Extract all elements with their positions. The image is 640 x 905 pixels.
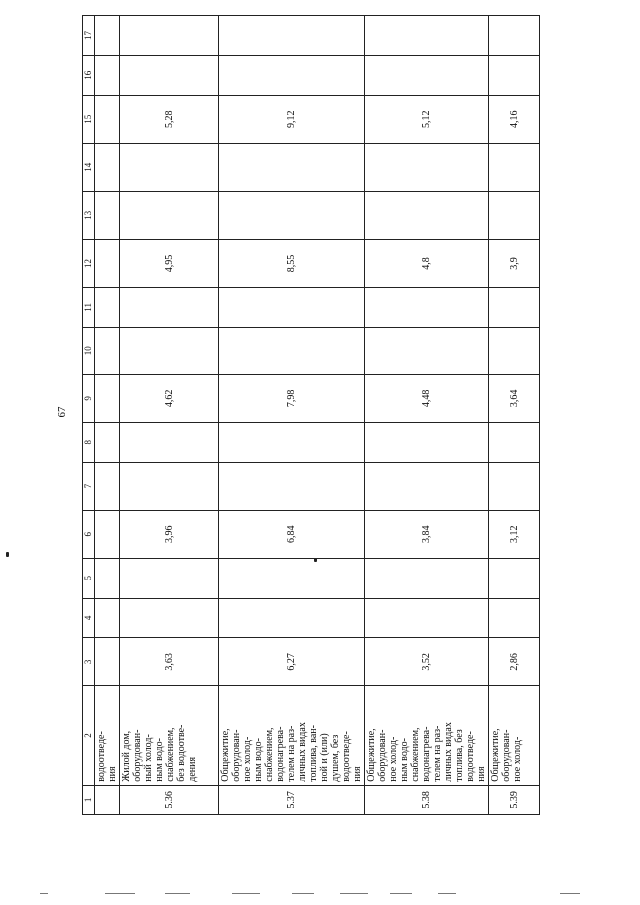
row-number bbox=[95, 785, 120, 814]
value-cell: 4,62 bbox=[120, 374, 219, 422]
scan-speck bbox=[6, 552, 9, 557]
value-cell: 6,84 bbox=[219, 510, 365, 558]
value-cell: 6,27 bbox=[219, 638, 365, 686]
value-cell: 8,55 bbox=[219, 239, 365, 287]
scan-artifact bbox=[390, 893, 412, 894]
rotated-table-wrapper bbox=[82, 15, 540, 815]
header-cell: 4 bbox=[83, 598, 95, 638]
header-cell: 11 bbox=[83, 288, 95, 328]
value-cell: 4,8 bbox=[365, 239, 489, 287]
value-cell: 3,84 bbox=[365, 510, 489, 558]
header-row bbox=[83, 16, 95, 815]
header-cell: 6 bbox=[83, 510, 95, 558]
header-cell: 16 bbox=[83, 55, 95, 95]
row-description: Общежитие, оборудован- ное холод- bbox=[489, 686, 540, 785]
row-number: 5.39 bbox=[489, 785, 540, 814]
scan-artifact bbox=[438, 893, 456, 894]
row-description: водоотведе- ния bbox=[95, 686, 120, 785]
scan-artifact bbox=[232, 893, 260, 894]
row-description: Жилой дом, оборудован- ный холод- ным водо- снабжением, без водоотве- дения bbox=[120, 686, 219, 785]
scan-artifact bbox=[105, 893, 135, 894]
row-description: Общежитие, оборудован- ное холод- ным водо- снабжением, водонагрева- телем на раз- личных видах топлива, ван- ной и (или) душем, без водоотведе- ния bbox=[219, 686, 365, 785]
row-number: 5.36 bbox=[120, 785, 219, 814]
value-cell: 5,28 bbox=[120, 95, 219, 143]
header-cell: 14 bbox=[83, 143, 95, 191]
value-cell: 3,52 bbox=[365, 638, 489, 686]
header-cell: 13 bbox=[83, 191, 95, 239]
scan-artifact bbox=[40, 893, 48, 894]
scan-artifact bbox=[292, 893, 314, 894]
value-cell: 3,12 bbox=[489, 510, 540, 558]
table-row bbox=[365, 16, 489, 815]
norms-table bbox=[82, 15, 540, 815]
header-cell: 17 bbox=[83, 16, 95, 56]
header-cell: 10 bbox=[83, 327, 95, 374]
header-cell: 5 bbox=[83, 558, 95, 598]
value-cell: 4,16 bbox=[489, 95, 540, 143]
table-row bbox=[219, 16, 365, 815]
value-cell: 3,9 bbox=[489, 239, 540, 287]
row-number: 5.37 bbox=[219, 785, 365, 814]
value-cell: 3,63 bbox=[120, 638, 219, 686]
scan-artifact bbox=[560, 893, 580, 894]
header-cell: 2 bbox=[83, 686, 95, 785]
value-cell: 4,48 bbox=[365, 374, 489, 422]
scan-artifact bbox=[340, 893, 368, 894]
value-cell: 9,12 bbox=[219, 95, 365, 143]
page-number: 67 bbox=[56, 406, 68, 418]
value-cell: 3,96 bbox=[120, 510, 219, 558]
header-cell: 7 bbox=[83, 462, 95, 510]
header-cell: 12 bbox=[83, 239, 95, 287]
scan-artifact bbox=[165, 893, 190, 894]
table-row bbox=[120, 16, 219, 815]
row-description: Общежитие, оборудован- ное холод- ным водо- снабжением, водонагрева- телем на раз- личных видах топлива, без водоотведе- ния bbox=[365, 686, 489, 785]
header-cell: 8 bbox=[83, 422, 95, 462]
value-cell: 7,98 bbox=[219, 374, 365, 422]
header-cell: 1 bbox=[83, 785, 95, 814]
continuation-row bbox=[95, 16, 120, 815]
value-cell: 4,95 bbox=[120, 239, 219, 287]
row-number: 5.38 bbox=[365, 785, 489, 814]
value-cell: 2,86 bbox=[489, 638, 540, 686]
header-cell: 3 bbox=[83, 638, 95, 686]
value-cell: 3,64 bbox=[489, 374, 540, 422]
header-cell: 9 bbox=[83, 374, 95, 422]
value-cell: 5,12 bbox=[365, 95, 489, 143]
table-row bbox=[489, 16, 540, 815]
header-cell: 15 bbox=[83, 95, 95, 143]
